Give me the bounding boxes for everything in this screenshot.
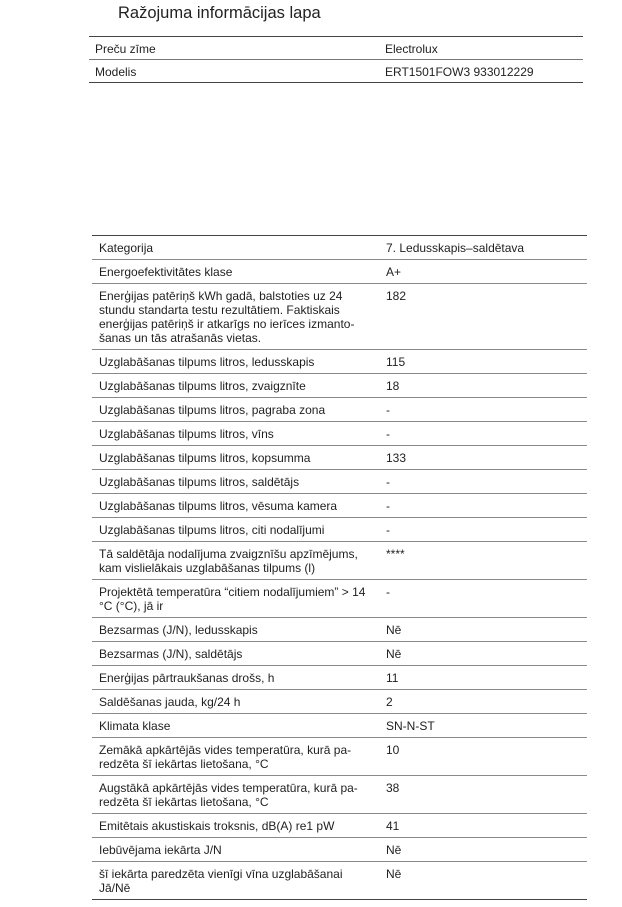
spec-label: Enerģijas patēriņš kWh gadā, balstoties uz 24 stundu standarta testu rezultātiem. Faktiskais enerģijas patēriņš ir atkarīgs no ierīces izmanto-šanas un tās atrašanās vietas.: [99, 289, 355, 345]
spec-value: -: [386, 585, 390, 599]
spec-label: Augstākā apkārtējās vides temperatūra, kurā pa-redzēta šī iekārtas lietošana, °C: [99, 781, 358, 809]
spec-label: Enerģijas pārtraukšanas drošs, h: [99, 671, 275, 685]
info-row-brand: [89, 37, 583, 60]
spec-label: Bezsarmas (J/N), saldētājs: [99, 647, 243, 661]
info-label: Modelis: [95, 65, 137, 79]
spec-label: Uzglabāšanas tilpums litros, zvaigznīte: [99, 379, 306, 393]
spec-value: ****: [386, 547, 405, 561]
spec-label: Projektētā temperatūra “citiem nodalījumiem” > 14 °C (°C), jā ir: [99, 585, 366, 613]
spec-label: Uzglabāšanas tilpums litros, saldētājs: [99, 475, 300, 489]
spec-row: [92, 738, 587, 776]
spec-value: 10: [386, 743, 400, 757]
spec-row: [92, 470, 587, 494]
spec-row: [92, 398, 587, 422]
spec-label: Uzglabāšanas tilpums litros, pagraba zona: [99, 403, 326, 417]
spec-value: Nē: [386, 843, 402, 857]
page-title: Ražojuma informācijas lapa: [118, 4, 321, 22]
spec-row: [92, 446, 587, 470]
specifications-table: [92, 235, 587, 900]
spec-row: [92, 260, 587, 284]
spec-value: Nē: [386, 867, 402, 881]
spec-label: Uzglabāšanas tilpums litros, kopsumma: [99, 451, 311, 465]
spec-row: [92, 494, 587, 518]
spec-value: 7. Ledusskapis–saldētava: [386, 241, 525, 255]
spec-row: [92, 838, 587, 862]
info-label: Preču zīme: [95, 42, 156, 56]
spec-row: [92, 862, 587, 900]
spec-value: 11: [386, 671, 399, 685]
spec-row: [92, 422, 587, 446]
info-value: Electrolux: [385, 42, 438, 56]
spec-label: Saldēšanas jauda, kg/24 h: [99, 695, 241, 709]
spec-value: -: [386, 523, 390, 537]
spec-row: [92, 776, 587, 814]
spec-value: A+: [386, 265, 402, 279]
spec-label: Uzglabāšanas tilpums litros, ledusskapis: [99, 355, 315, 369]
spec-value: 2: [386, 695, 393, 709]
spec-value: -: [386, 403, 390, 417]
spec-label: Tā saldētāja nodalījuma zvaigznīšu apzīmējums, kam vislielākais uzglabāšanas tilpums (l): [99, 547, 358, 575]
spec-row: [92, 518, 587, 542]
spec-value: 38: [386, 781, 400, 795]
spec-value: -: [386, 475, 390, 489]
spec-label: Uzglabāšanas tilpums litros, vīns: [99, 427, 274, 441]
spec-row: [92, 618, 587, 642]
spec-row: [92, 236, 587, 260]
info-row-model: [89, 60, 583, 83]
spec-value: 115: [386, 355, 406, 369]
spec-value: 182: [386, 289, 407, 303]
spec-value: Nē: [386, 647, 402, 661]
spec-row: [92, 284, 587, 350]
spec-label: Uzglabāšanas tilpums litros, vēsuma kamera: [99, 499, 338, 513]
spec-label: Energoefektivitātes klase: [99, 265, 233, 279]
spec-row: [92, 714, 587, 738]
spec-label: Iebūvējama iekārta J/N: [99, 843, 222, 857]
spec-value: -: [386, 427, 390, 441]
spec-value: -: [386, 499, 390, 513]
spec-row: [92, 350, 587, 374]
spec-label: Emitētais akustiskais troksnis, dB(A) re1 pW: [99, 819, 335, 833]
spec-row: [92, 642, 587, 666]
info-value: ERT1501FOW3 933012229: [385, 65, 534, 79]
spec-row: [92, 690, 587, 714]
spec-value: 133: [386, 451, 407, 465]
spec-label: šī iekārta paredzēta vienīgi vīna uzglabāšanai Jā/Nē: [99, 867, 343, 895]
spec-label: Kategorija: [99, 241, 154, 255]
spec-row: [92, 814, 587, 838]
spec-value: 18: [386, 379, 400, 393]
spec-value: Nē: [386, 623, 402, 637]
spec-label: Bezsarmas (J/N), ledusskapis: [99, 623, 258, 637]
spec-row: [92, 580, 587, 618]
spec-row: [92, 374, 587, 398]
spec-row: [92, 666, 587, 690]
spec-value: SN-N-ST: [386, 719, 435, 733]
spec-label: Zemākā apkārtējās vides temperatūra, kurā pa-redzēta šī iekārtas lietošana, °C: [99, 743, 352, 771]
product-info-table: [89, 36, 583, 83]
spec-value: 41: [386, 819, 400, 833]
spec-label: Klimata klase: [99, 719, 171, 733]
spec-label: Uzglabāšanas tilpums litros, citi nodalījumi: [99, 523, 325, 537]
spec-row: [92, 542, 587, 580]
